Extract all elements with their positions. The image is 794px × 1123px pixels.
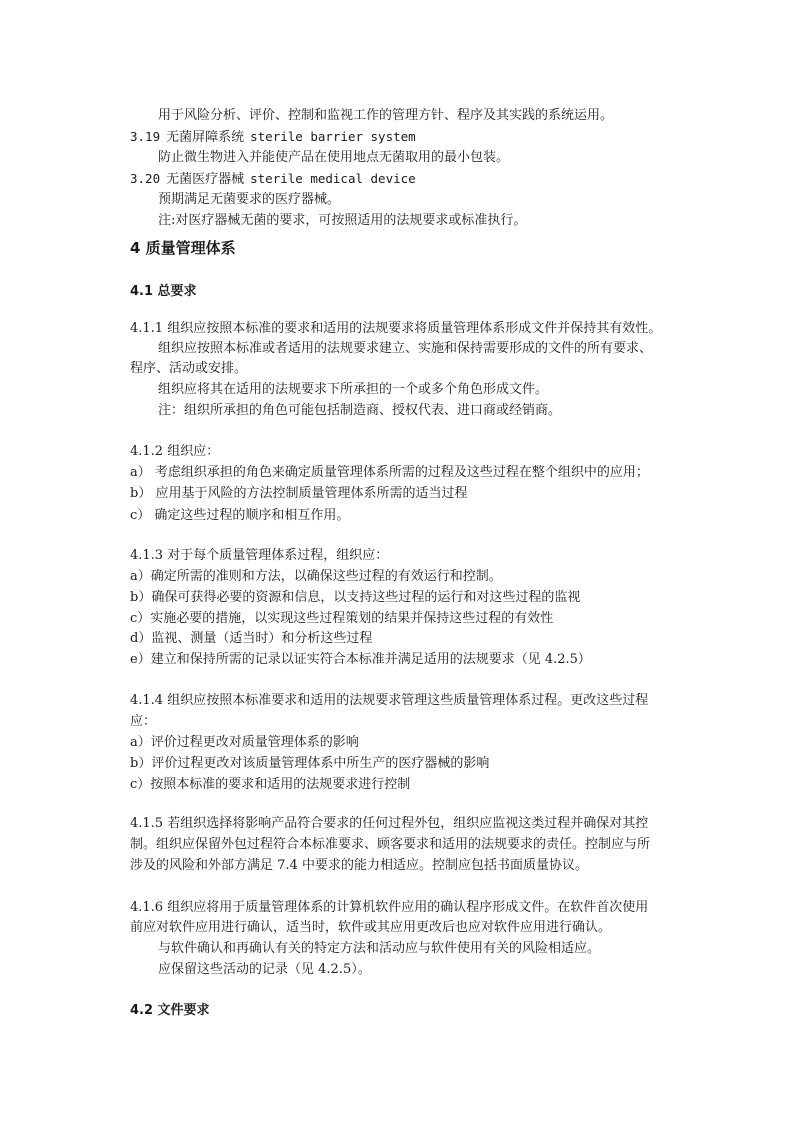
- term-number: 3.20: [130, 171, 161, 186]
- note-line: 注：组织所承担的角色可能包括制造商、授权代表、进口商或经销商。: [158, 403, 562, 418]
- text-line: 与软件确认和再确认有关的特定方法和活动应与软件使用有关的风险相适应。: [158, 941, 601, 956]
- text-line: 应：: [130, 714, 157, 729]
- list-item: b）评价过程更改对该质量管理体系中所生产的医疗器械的影响: [130, 756, 490, 771]
- term-3-20: [130, 170, 416, 189]
- list-item: a） 考虑组织承担的角色来确定质量管理体系所需的过程及这些过程在整个组织中的应用；: [130, 465, 649, 480]
- text-line: 组织应将其在适用的法规要求下所承担的一个或多个角色形成文件。: [158, 382, 549, 397]
- text-line: 应保留这些活动的记录（见 4.2.5）。: [158, 962, 371, 977]
- section-heading-4: 4 质量管理体系: [130, 239, 236, 257]
- list-item: e）建立和保持所需的记录以证实符合本标准并满足适用的法规要求（见 4.2.5）: [130, 652, 591, 667]
- term-3-19: [130, 128, 416, 147]
- section-heading-4-1: 4.1 总要求: [130, 284, 197, 299]
- text-line: 4.1.6 组织应将用于质量管理体系的计算机软件应用的确认程序形成文件。在软件首次使用: [130, 900, 649, 915]
- note-line: 注:对医疗器械无菌的要求，可按照适用的法规要求或标准执行。: [158, 213, 527, 228]
- text-line: 用于风险分析、评价、控制和监视工作的管理方针、程序及其实践的系统运用。: [158, 108, 614, 123]
- list-item: c）实施必要的措施，以实现这些过程策划的结果并保持这些过程的有效性: [130, 611, 554, 626]
- section-heading-4-2: 4.2 文件要求: [130, 1003, 210, 1018]
- text-line: 组织应按照本标准或者适用的法规要求建立、实施和保持需要形成的文件的所有要求、: [158, 341, 653, 356]
- text-line: 4.1.4 组织应按照本标准要求和适用的法规要求管理这些质量管理体系过程。更改这些过程: [130, 693, 649, 708]
- text-line: 涉及的风险和外部方满足 7.4 中要求的能力相适应。控制应包括书面质量协议。: [130, 858, 588, 873]
- text-line: 制。组织应保留外包过程符合本标准要求、顾客要求和适用的法规要求的责任。控制应与所: [130, 837, 651, 852]
- term-cn: 无菌医疗器械: [166, 172, 245, 187]
- list-item: c）按照本标准的要求和适用的法规要求进行控制: [130, 777, 411, 792]
- text-line: 程序、活动或安排。: [130, 361, 248, 376]
- list-item: b） 应用基于风险的方法控制质量管理体系所需的适当过程: [130, 486, 468, 501]
- term-cn: 无菌屏障系统: [166, 130, 245, 145]
- list-item: c） 确定这些过程的顺序和相互作用。: [130, 508, 350, 523]
- text-line: 4.1.2 组织应：: [130, 444, 220, 459]
- term-en: sterile barrier system: [250, 129, 416, 144]
- list-item: b）确保可获得必要的资源和信息，以支持这些过程的运行和对这些过程的监视: [130, 590, 581, 605]
- list-item: d）监视、测量（适当时）和分析这些过程: [130, 631, 373, 646]
- text-line: 4.1.1 组织应按照本标准的要求和适用的法规要求将质量管理体系形成文件并保持其有效性。: [130, 321, 662, 336]
- term-number: 3.19: [130, 129, 161, 144]
- text-line: 前应对软件应用进行确认，适当时，软件或其应用更改后也应对软件应用进行确认。: [130, 920, 612, 935]
- text-line: 4.1.3 对于每个质量管理体系过程，组织应：: [130, 548, 389, 563]
- text-line: 防止微生物进入并能使产品在使用地点无菌取用的最小包装。: [158, 150, 510, 165]
- list-item: a）确定所需的准则和方法，以确保这些过程的有效运行和控制。: [130, 569, 502, 584]
- list-item: a）评价过程更改对质量管理体系的影响: [130, 735, 359, 750]
- term-en: sterile medical device: [250, 171, 416, 186]
- text-line: 预期满足无菌要求的医疗器械。: [158, 192, 341, 207]
- text-line: 4.1.5 若组织选择将影响产品符合要求的任何过程外包，组织应监视这类过程并确保对其控: [130, 816, 649, 831]
